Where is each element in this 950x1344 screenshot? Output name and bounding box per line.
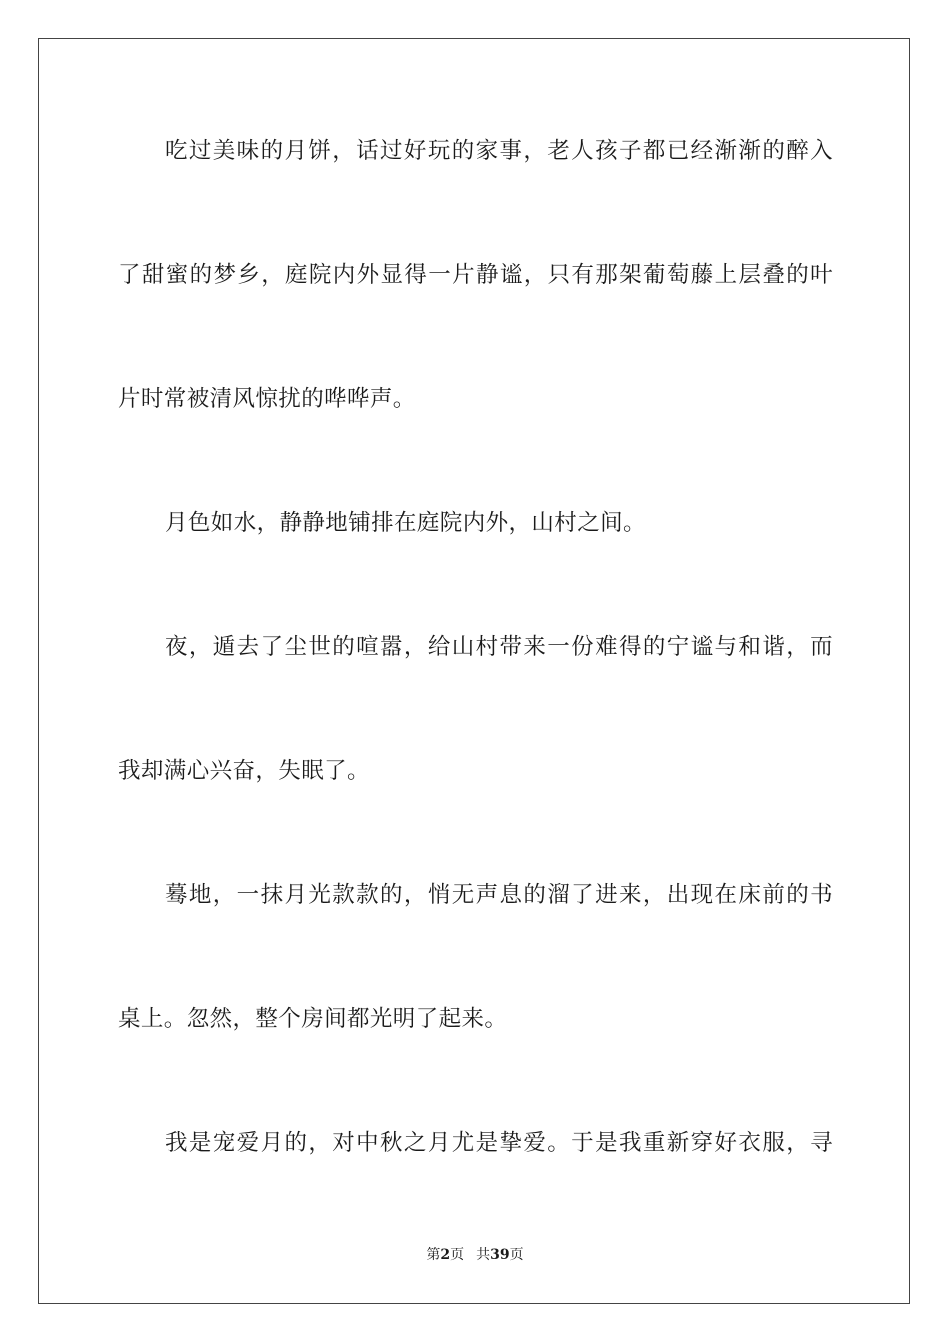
text-line: 月色如水，静静地铺排在庭院内外，山村之间。 xyxy=(165,510,646,536)
total-prefix: 共 xyxy=(476,1247,491,1263)
page-prefix: 第 xyxy=(426,1247,441,1263)
text-line: 了甜蜜的梦乡，庭院内外显得一片静谧，只有那架葡萄藤上层叠的叶 xyxy=(118,262,833,288)
text-line: 夜，遁去了尘世的喧嚣，给山村带来一份难得的宁谧与和谐，而 xyxy=(165,634,833,660)
page-footer xyxy=(0,1246,950,1264)
page-border xyxy=(38,38,910,1304)
text-line: 我是宠爱月的，对中秋之月尤是挚爱。于是我重新穿好衣服，寻 xyxy=(165,1130,833,1156)
text-line: 蓦地，一抹月光款款的，悄无声息的溜了进来，出现在床前的书 xyxy=(165,882,833,908)
total-suffix: 页 xyxy=(509,1247,524,1263)
text-line: 桌上。忽然，整个房间都光明了起来。 xyxy=(118,1006,508,1032)
page-suffix: 页 xyxy=(450,1247,465,1263)
page-number: 2 xyxy=(440,1247,451,1263)
total-pages: 39 xyxy=(490,1247,510,1263)
text-line: 吃过美味的月饼，话过好玩的家事，老人孩子都已经渐渐的醉入 xyxy=(165,138,833,164)
text-line: 我却满心兴奋，失眠了。 xyxy=(118,758,370,784)
text-line: 片时常被清风惊扰的哗哗声。 xyxy=(118,386,416,412)
